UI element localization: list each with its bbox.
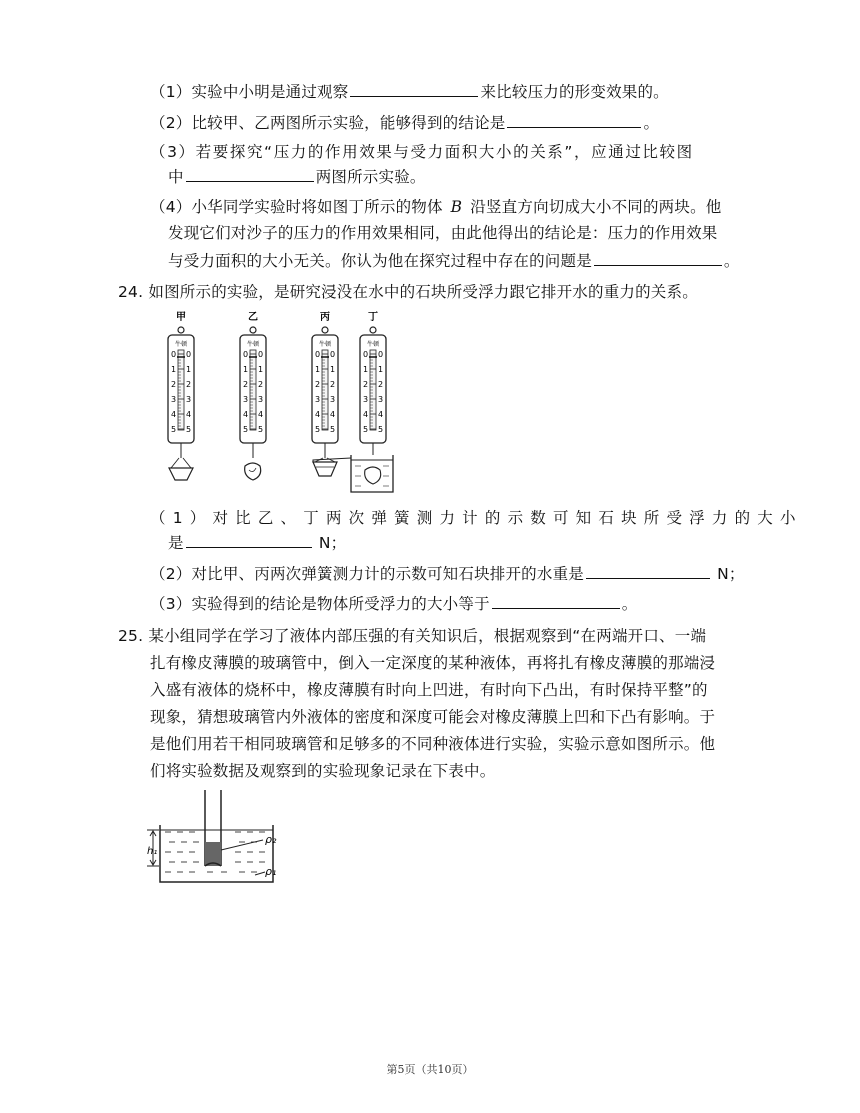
tick-label: 2	[378, 380, 384, 389]
bucket-with-water	[313, 462, 337, 476]
tick-label: 2	[186, 380, 192, 389]
scale-label: 丙	[320, 312, 330, 323]
tick-label: 3	[186, 395, 192, 404]
tick-label: 2	[258, 380, 264, 389]
q23-part3-cont: 中 两图所示实验。	[168, 165, 426, 188]
tick-label: 3	[243, 395, 249, 404]
answer-blank[interactable]	[350, 80, 478, 97]
q25-line5: 是他们用若干相同玻璃管和足够多的不同种液体进行实验，实验示意如图所示。他	[150, 735, 716, 753]
tick-label: 3	[363, 395, 369, 404]
tick-label: 0	[315, 350, 321, 359]
scale-brand: 牛顿	[318, 341, 332, 348]
answer-blank[interactable]	[586, 562, 710, 579]
tick-label: 5	[378, 425, 384, 434]
q24-part3: （3）实验得到的结论是物体所受浮力的大小等于 。	[150, 592, 637, 615]
q25-line4: 现象，猜想玻璃管内外液体的密度和深度可能会对橡皮薄膜上凹和下凸有影响。于	[150, 708, 716, 726]
tick-label: 0	[171, 350, 177, 359]
rho2-label: ρ₂	[265, 833, 277, 846]
q25-line2: 扎有橡皮薄膜的玻璃管中，倒入一定深度的某种液体，再将扎有橡皮薄膜的那端浸	[150, 654, 716, 672]
tick-label: 4	[258, 410, 264, 419]
tick-label: 1	[171, 365, 177, 374]
tick-label: 0	[363, 350, 369, 359]
spring-scale-1	[168, 311, 194, 458]
tick-label: 4	[378, 410, 384, 419]
tick-label: 5	[243, 425, 249, 434]
tick-label: 3	[378, 395, 384, 404]
scale-label: 丁	[368, 312, 378, 323]
tick-label: 5	[258, 425, 264, 434]
answer-blank[interactable]	[492, 592, 620, 609]
tick-label: 1	[258, 365, 264, 374]
tick-label: 5	[363, 425, 369, 434]
tick-label: 4	[315, 410, 321, 419]
tick-label: 1	[243, 365, 249, 374]
q23-part1: （1）实验中小明是通过观察 来比较压力的形变效果的。	[150, 80, 669, 103]
glass-tube-figure	[145, 790, 295, 890]
tick-label: 3	[171, 395, 177, 404]
q23-part4: （4）小华同学实验时将如图丁所示的物体 B 沿竖直方向切成大小不同的两块。他	[150, 198, 722, 216]
spring-scale-3	[312, 310, 338, 458]
tick-label: 4	[171, 410, 177, 419]
tick-label: 4	[186, 410, 192, 419]
tick-label: 1	[186, 365, 192, 374]
tick-label: 1	[378, 365, 384, 374]
spring-scale-4	[360, 311, 386, 458]
spring-scale-figure	[148, 310, 408, 500]
tick-label: 0	[330, 350, 336, 359]
answer-blank[interactable]	[186, 165, 314, 182]
scale-label: 乙	[248, 312, 258, 323]
tick-label: 2	[243, 380, 249, 389]
glass-tube	[205, 790, 221, 866]
tick-label: 2	[363, 380, 369, 389]
tick-label: 0	[258, 350, 264, 359]
tick-label: 0	[186, 350, 192, 359]
q24-part1-cont: 是 N；	[168, 531, 346, 554]
page-footer: 第5页（共10页）	[386, 1063, 474, 1076]
tick-label: 4	[243, 410, 249, 419]
q24-stem: 24. 如图所示的实验，是研究浸没在水中的石块所受浮力跟它排开水的重力的关系。	[118, 283, 698, 301]
q23-part2: （2）比较甲、乙两图所示实验，能够得到的结论是 。	[150, 111, 659, 134]
scale-brand: 牛顿	[366, 341, 380, 348]
q25-line6: 们将实验数据及观察到的实验现象记录在下表中。	[150, 762, 496, 780]
q23-part3: （3）若要探究“压力的作用效果与受力面积大小的关系”，应通过比较图	[150, 143, 694, 161]
q25-line3: 入盛有液体的烧杯中，橡皮薄膜有时向上凹进，有时向下凸出，有时保持平整”的	[150, 681, 708, 699]
q24-part2: （2）对比甲、丙两次弹簧测力计的示数可知石块排开的水重是 N；	[150, 562, 745, 585]
tick-label: 5	[330, 425, 336, 434]
tick-label: 2	[330, 380, 336, 389]
tick-label: 3	[315, 395, 321, 404]
tick-label: 3	[258, 395, 264, 404]
h1-label: h₁	[147, 846, 158, 857]
tick-label: 5	[186, 425, 192, 434]
scale-brand: 牛顿	[174, 341, 188, 348]
tick-label: 3	[330, 395, 336, 404]
tick-label: 1	[315, 365, 321, 374]
q25-line1: 25. 某小组同学在学习了液体内部压强的有关知识后，根据观察到“在两端开口、一端	[118, 627, 707, 645]
tick-label: 5	[315, 425, 321, 434]
tick-label: 0	[378, 350, 384, 359]
tick-label: 1	[330, 365, 336, 374]
q24-part1: （1）对比乙、丁两次弹簧测力计的示数可知石块所受浮力的大小	[150, 509, 803, 527]
tick-label: 0	[243, 350, 249, 359]
q23-part4-line2: 发现它们对沙子的压力的作用效果相同，由此他得出的结论是：压力的作用效果	[168, 224, 718, 242]
tick-label: 1	[363, 365, 369, 374]
tick-label: 4	[330, 410, 336, 419]
tick-label: 2	[171, 380, 177, 389]
spring-scale-2	[240, 311, 266, 458]
tick-label: 4	[363, 410, 369, 419]
q23-part4-line3: 与受力面积的大小无关。你认为他在探究过程中存在的问题是 。	[168, 249, 740, 272]
overflow-bucket	[169, 468, 193, 480]
tick-label: 2	[315, 380, 321, 389]
answer-blank[interactable]	[186, 531, 312, 548]
answer-blank[interactable]	[507, 111, 641, 128]
scale-label: 甲	[176, 312, 186, 323]
scale-brand: 牛顿	[246, 341, 260, 348]
rho1-label: ρ₁	[265, 865, 277, 878]
answer-blank[interactable]	[594, 249, 722, 266]
tick-label: 5	[171, 425, 177, 434]
